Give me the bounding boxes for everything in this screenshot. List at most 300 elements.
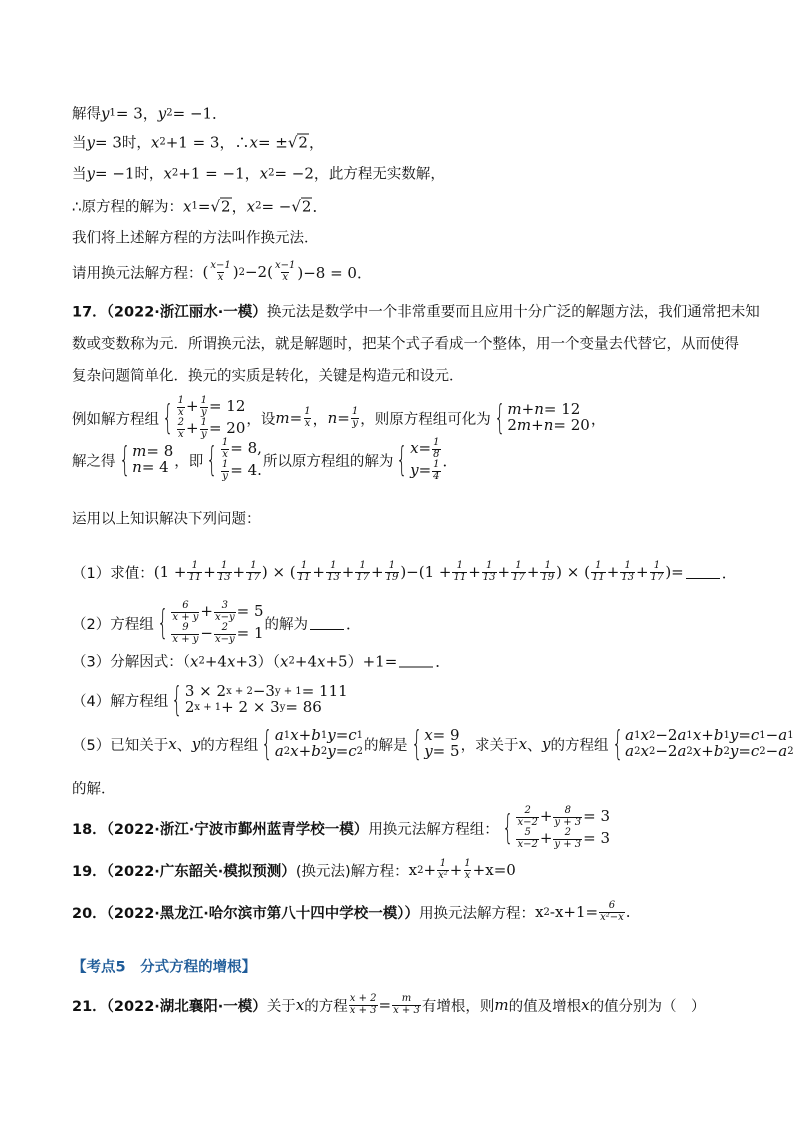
equation-system <box>169 680 348 720</box>
text: 用换元法解方程组： <box>368 821 499 838</box>
math-variable: c <box>348 726 357 745</box>
math-text: = 3， <box>115 104 158 123</box>
math-text: ( <box>202 263 209 281</box>
math-text: = 86 <box>285 698 322 716</box>
math-text: ， <box>590 409 606 428</box>
text: ，求关于 <box>460 737 519 754</box>
question-number: 17．（2022·浙江丽水·一模） <box>72 304 267 321</box>
subscript: 2 <box>255 200 262 212</box>
math-text: 2 <box>184 698 195 716</box>
numerator: 6 <box>182 600 189 611</box>
system-rows <box>170 601 263 645</box>
denominator: y + 3 <box>554 838 582 850</box>
text: 时， <box>121 135 151 152</box>
superscript: 2 <box>543 906 550 918</box>
text: (换元法)解方程： <box>295 863 409 880</box>
text: 当 <box>72 166 87 183</box>
denominator: x + y <box>172 611 199 623</box>
equation-system <box>259 724 364 764</box>
math-variable: a <box>274 742 284 760</box>
denominator: x²−x <box>600 911 624 923</box>
subscript: 1 <box>787 729 794 741</box>
denominator: 8 <box>433 448 440 460</box>
math-text: = 5 <box>432 742 460 760</box>
square-root <box>288 133 309 151</box>
text: 时， <box>134 166 164 183</box>
math-text: = 9 <box>432 726 460 745</box>
equation-system <box>160 396 245 440</box>
math-variable: x <box>640 726 649 745</box>
fraction <box>516 806 538 828</box>
math-text: = 4. <box>230 461 262 480</box>
text: （4）解方程组 <box>72 693 169 710</box>
denominator: y <box>200 406 207 418</box>
superscript: 2 <box>648 729 656 741</box>
math-variable: c <box>348 742 357 760</box>
math-text: = 12 <box>543 400 581 419</box>
numerator: 1 <box>300 560 308 571</box>
numerator: 1 <box>220 560 228 571</box>
math-variable: x <box>183 197 192 215</box>
math-text: + <box>298 726 312 745</box>
denominator: 11 <box>591 571 605 583</box>
math-text: + <box>203 563 216 581</box>
q17-example-sol <box>72 438 458 482</box>
system-row <box>515 828 610 850</box>
denominator: x <box>222 448 228 460</box>
fraction <box>200 418 208 440</box>
denominator: 17 <box>356 571 369 583</box>
denominator: 19 <box>541 571 555 583</box>
math-text: ∴ <box>72 197 82 215</box>
fraction <box>177 396 185 418</box>
denominator: 13 <box>217 571 231 583</box>
math-variable: x <box>259 164 269 182</box>
system-row <box>185 700 348 716</box>
math-variable: a <box>677 726 687 745</box>
numerator: 1 <box>595 560 602 571</box>
fraction <box>463 859 471 881</box>
equation-system <box>492 398 590 438</box>
math-text: = −2， <box>274 164 329 183</box>
numerator: 1 <box>330 560 337 571</box>
math-text: 、 <box>176 735 192 754</box>
math-variable: x <box>246 197 256 215</box>
math-text: = − <box>261 197 292 215</box>
math-variable: a <box>625 742 635 760</box>
math-variable: y <box>191 735 201 753</box>
text: 运用以上知识解决下列问题： <box>72 511 261 528</box>
math-text: ． <box>312 197 328 216</box>
fraction <box>432 438 440 460</box>
text: 的方程组 <box>200 737 259 754</box>
q20 <box>72 901 631 923</box>
denominator: y <box>200 428 207 440</box>
math-text: ． <box>435 652 451 671</box>
math-text: − <box>765 726 779 745</box>
math-text: + <box>468 563 481 581</box>
subscript: 2 <box>759 745 766 757</box>
math-variable: x <box>163 164 172 182</box>
numerator: 1 <box>653 560 661 571</box>
text: 的值及增根 <box>508 998 582 1015</box>
fraction <box>432 460 440 482</box>
q17-l2 <box>72 333 739 354</box>
numerator: x−1 <box>274 260 296 271</box>
math-text: + 2 × 3 <box>221 698 280 716</box>
superscript: y <box>279 701 286 713</box>
fraction <box>511 561 526 583</box>
math-text: = ± <box>257 133 288 151</box>
numerator: 1 <box>200 395 207 406</box>
denominator: 11 <box>297 571 311 583</box>
math-variable: y <box>424 742 433 760</box>
system-rows <box>275 728 363 760</box>
numerator: 2 <box>177 417 185 428</box>
fraction <box>385 561 400 583</box>
fraction <box>177 418 185 440</box>
method-name <box>72 227 319 248</box>
fraction <box>246 561 261 583</box>
denominator: x + 3 <box>393 1004 420 1016</box>
subscript: 2 <box>723 745 730 757</box>
text: 此方程无实数解， <box>328 166 445 183</box>
numerator: m <box>401 993 412 1004</box>
q21 <box>72 994 706 1016</box>
math-text: = 1 <box>236 624 264 643</box>
math-text: ． <box>721 563 737 582</box>
fraction <box>171 623 199 645</box>
brace: { <box>206 440 218 480</box>
math-text: + <box>497 563 511 581</box>
math-text: + <box>371 563 384 581</box>
fraction <box>351 407 359 429</box>
system-row <box>132 460 173 476</box>
radicand: 2 <box>298 133 308 152</box>
math-text: = −1． <box>172 104 228 123</box>
math-text: + <box>312 563 325 581</box>
denominator: 4 <box>433 470 440 482</box>
superscript: 2 <box>238 266 245 278</box>
system-rows <box>132 444 173 476</box>
math-text: + <box>539 807 553 826</box>
denominator: x² <box>438 869 448 881</box>
numerator: 1 <box>351 406 359 417</box>
q17-prompt <box>72 508 261 529</box>
math-text: + <box>298 742 312 760</box>
brace: { <box>502 808 514 848</box>
subscript: 1 <box>723 729 730 741</box>
fraction <box>355 561 370 583</box>
square-root <box>291 197 312 215</box>
math-text: = 5 <box>236 602 264 621</box>
math-variable: n <box>327 409 338 427</box>
numerator: 1 <box>177 395 185 406</box>
math-text: = 111 <box>301 682 348 701</box>
text: 我们将上述解方程的方法叫作换元法． <box>72 230 319 247</box>
math-text: )= <box>665 563 684 581</box>
math-text: = 8 <box>146 442 174 461</box>
math-variable: y <box>86 133 95 151</box>
text: 用换元法解方程： <box>419 905 536 922</box>
numerator: x−1 <box>210 260 231 271</box>
text: 【考点5 分式方程的增根】 <box>72 959 257 976</box>
fraction <box>349 994 378 1016</box>
original-solution <box>72 196 327 217</box>
q18 <box>72 806 611 850</box>
math-text: + <box>606 563 620 581</box>
text: 解之得 <box>72 453 116 470</box>
math-variable: a <box>778 726 788 745</box>
subscript: 1 <box>356 729 364 741</box>
math-variable: x <box>424 726 433 745</box>
math-variable: y <box>327 726 336 745</box>
math-text: +1 = 3，∴ <box>165 133 250 152</box>
superscript: 2 <box>198 655 205 667</box>
math-text: = 12 <box>208 397 246 416</box>
text: 例如解方程组 <box>72 411 159 428</box>
superscript: 2 <box>159 136 166 148</box>
fraction <box>452 561 467 583</box>
numerator: 2 <box>221 622 228 633</box>
numerator: 2 <box>564 827 571 838</box>
subscript: 1 <box>634 729 641 741</box>
text: 的解是 <box>364 737 408 754</box>
math-text: = <box>418 439 432 458</box>
q17-part3 <box>72 651 450 672</box>
math-text: − <box>765 742 779 760</box>
superscript: 2 <box>171 167 179 179</box>
equation-system <box>117 440 174 480</box>
answer-blank <box>310 617 344 630</box>
math-variable: a <box>778 742 788 760</box>
fraction <box>326 561 341 583</box>
system-row <box>410 438 441 460</box>
text: （5）已知关于 <box>72 737 169 754</box>
radical-sign: √ <box>210 197 221 215</box>
subscript: 1 <box>283 729 291 741</box>
subscript: 1 <box>320 729 328 741</box>
fraction <box>540 561 555 583</box>
q17-part1 <box>72 561 737 583</box>
math-text: ． <box>442 451 458 470</box>
text: 关于 <box>266 998 296 1015</box>
denominator: 13 <box>326 571 340 583</box>
math-text: ， <box>308 133 324 152</box>
q17-part5 <box>72 724 794 764</box>
denominator: x <box>178 428 184 440</box>
subscript: 1 <box>109 107 116 119</box>
q17-part5-end <box>72 778 116 799</box>
equation-system <box>409 724 460 764</box>
math-variable: a <box>625 726 635 745</box>
denominator: 13 <box>621 571 634 583</box>
math-text: = 20 <box>553 416 590 434</box>
brace: { <box>396 440 408 480</box>
text: 换元法是数学中一个非常重要而且应用十分广泛的解题方法，我们通常把未知 <box>266 304 760 321</box>
denominator: x−y <box>214 633 235 645</box>
math-variable: a <box>677 742 687 760</box>
math-text: −3 <box>252 682 275 701</box>
math-text: ) <box>232 263 239 281</box>
math-variable: n <box>534 400 544 419</box>
math-variable: b <box>311 742 321 760</box>
denominator: 19 <box>385 571 399 583</box>
numerator: 9 <box>182 622 189 633</box>
denominator: 13 <box>482 571 496 583</box>
q19 <box>72 859 516 881</box>
math-variable: y <box>410 461 419 480</box>
math-variable: m <box>132 442 147 461</box>
math-text: x <box>535 903 544 921</box>
numerator: 8 <box>564 805 571 816</box>
numerator: 1 <box>200 417 207 428</box>
radicand: 2 <box>301 197 312 216</box>
numerator: 1 <box>515 560 522 571</box>
denominator: 11 <box>188 571 202 583</box>
text: 数或变数称为元．所谓换元法，就是解题时，把某个式子看成一个整体，用一个变量去代替它，从而使得 <box>72 336 739 353</box>
text: （3）分解因式：（ <box>72 654 190 671</box>
math-text: ) × ( <box>556 563 590 581</box>
fraction <box>392 994 421 1016</box>
denominator: x <box>217 271 224 283</box>
equation-system <box>394 438 441 482</box>
question-number: 18．（2022·浙江·宁波市鄞州蓝青学校一模） <box>72 821 369 838</box>
text: 的方程 <box>304 998 348 1015</box>
denominator: x−y <box>214 611 235 623</box>
denominator: 17 <box>512 571 525 583</box>
math-text: )−8 = 0． <box>297 263 372 282</box>
math-text: + <box>449 861 463 879</box>
superscript: y + 1 <box>274 685 302 697</box>
math-text: = 3 <box>583 829 611 848</box>
math-variable: x <box>518 735 528 753</box>
section-heading <box>72 956 256 977</box>
math-text: = <box>378 996 392 1014</box>
math-text: + <box>539 829 553 848</box>
brace: { <box>494 398 505 438</box>
math-variable: m <box>275 409 290 427</box>
math-text: x <box>408 861 418 879</box>
math-text: +x=0 <box>472 861 516 879</box>
numerator: 1 <box>433 437 440 448</box>
system-rows <box>515 806 610 850</box>
math-text: = 8, <box>230 439 262 458</box>
math-text: +4 <box>294 652 318 670</box>
math-text: = 20 <box>208 419 246 438</box>
numerator: 1 <box>624 560 631 571</box>
square-root <box>210 197 231 215</box>
superscript: 2 <box>417 864 424 876</box>
math-variable: b <box>713 742 724 760</box>
fraction <box>200 396 208 418</box>
math-variable: x <box>226 652 236 670</box>
fraction <box>171 601 199 623</box>
fraction <box>187 561 202 583</box>
math-text: -x+1= <box>549 903 599 921</box>
math-text: −2( <box>244 263 273 281</box>
denominator: x−2 <box>517 838 538 850</box>
math-variable: x <box>280 652 289 670</box>
equation-system <box>500 806 610 850</box>
answer-blank <box>399 655 433 668</box>
math-text: 2 <box>507 416 517 434</box>
math-text: = 4 <box>141 458 169 476</box>
question-number: 21．（2022·湖北襄阳·一模） <box>72 998 267 1015</box>
math-variable: a <box>274 726 284 745</box>
numerator: 1 <box>433 459 440 470</box>
math-variable: y <box>101 104 110 122</box>
equation-system <box>610 724 794 764</box>
system-rows <box>185 684 348 716</box>
numerator: 1 <box>544 560 551 571</box>
math-text: 、 <box>527 735 543 754</box>
math-variable: x <box>581 996 590 1014</box>
subscript: 2 <box>787 745 794 757</box>
text: （2）方程组 <box>72 616 154 633</box>
denominator: x + y <box>172 633 199 645</box>
math-variable: x <box>168 735 177 753</box>
math-variable: x <box>640 742 649 760</box>
math-text: = <box>335 742 349 760</box>
q17-l1 <box>72 301 760 322</box>
superscript: x + 2 <box>226 685 253 697</box>
intro-solve <box>72 103 227 124</box>
denominator: x <box>178 406 184 418</box>
math-text: + <box>423 861 437 879</box>
system-row <box>220 460 262 482</box>
text: 原方程的解为： <box>81 199 184 216</box>
brace: { <box>118 440 130 480</box>
system-rows <box>410 438 441 482</box>
fraction <box>209 261 231 283</box>
q17-part2 <box>72 601 361 645</box>
subscript: 2 <box>166 107 173 119</box>
math-variable: c <box>750 742 760 760</box>
math-text: + <box>186 397 199 416</box>
denominator: y <box>222 470 228 482</box>
math-text: + <box>521 400 535 419</box>
denominator: x <box>282 271 288 283</box>
math-text: = <box>738 726 751 745</box>
fraction <box>650 561 665 583</box>
math-text: + <box>186 419 199 438</box>
fraction <box>214 623 236 645</box>
system-row <box>507 418 589 434</box>
math-variable: m <box>507 400 522 419</box>
math-variable: x <box>290 726 299 745</box>
fraction <box>599 901 625 923</box>
fraction <box>217 561 232 583</box>
math-variable: x <box>692 726 702 745</box>
math-text: +4 <box>204 652 227 670</box>
math-text: = 3 <box>94 133 122 151</box>
math-text: = <box>289 409 303 427</box>
math-variable: c <box>750 726 760 745</box>
text: ，设 <box>246 411 276 428</box>
math-text: = <box>337 409 350 427</box>
denominator: x <box>304 417 311 429</box>
equation-system <box>204 438 262 482</box>
numerator: 3 <box>221 600 228 611</box>
math-text: + <box>636 563 649 581</box>
denominator: y <box>352 417 358 429</box>
math-text: = <box>197 197 211 215</box>
system-row <box>176 396 246 418</box>
math-text: +5）+1= <box>325 652 398 671</box>
math-text: = <box>418 461 432 480</box>
fraction <box>553 806 582 828</box>
